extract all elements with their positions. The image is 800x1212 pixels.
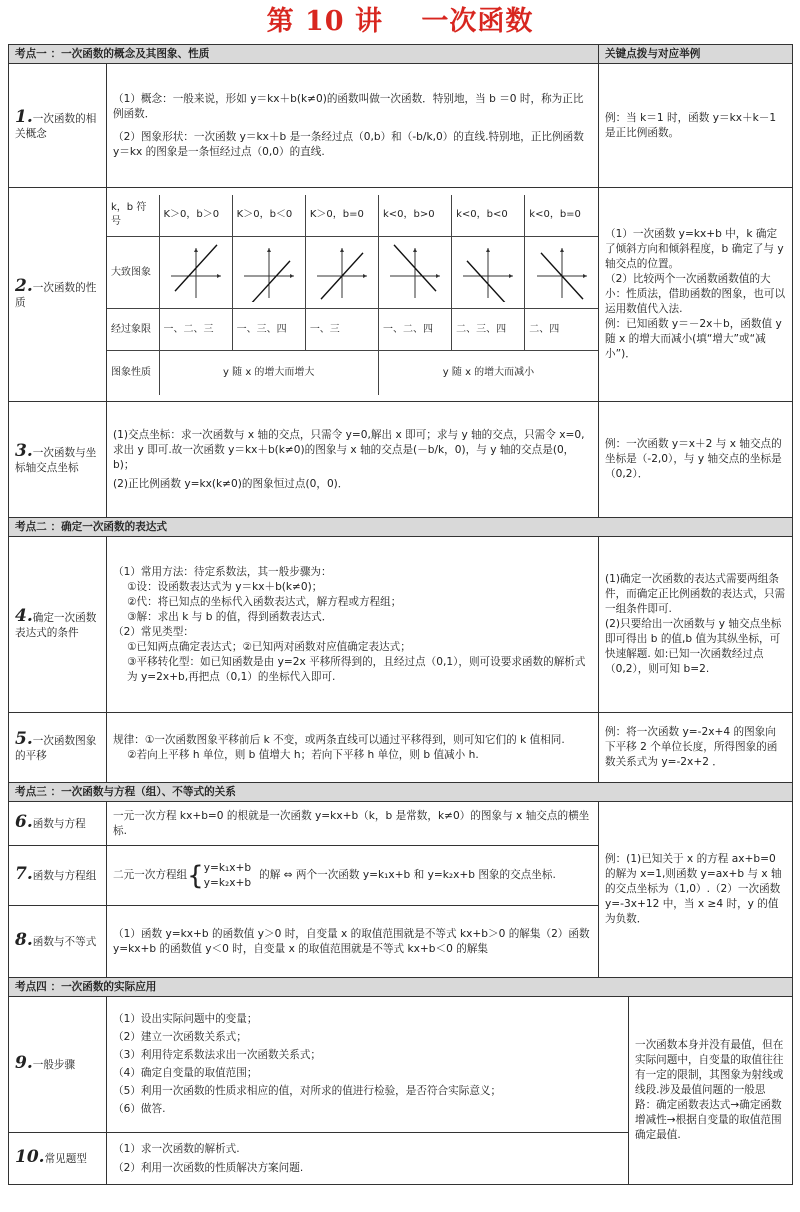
row-content-7 xyxy=(107,846,599,906)
text-line: （3）利用待定系数法求出一次函数关系式； xyxy=(113,1049,322,1061)
y-axis-arrow-icon xyxy=(560,248,564,252)
graph-cell xyxy=(378,237,451,309)
sign-cell: k<0，b=0 xyxy=(525,195,598,237)
row-label-6: 6.函数与方程 xyxy=(9,802,107,846)
row-label-3: 3.一次函数与坐标轴交点坐标 xyxy=(9,402,107,518)
sign-cell: K＞0，b＜0 xyxy=(232,195,305,237)
quad-cell: 二、四 xyxy=(525,309,598,351)
text-line: ②代：将已知点的坐标代入函数表达式，解方程或方程组； xyxy=(127,595,402,608)
row-content-5 xyxy=(107,713,599,783)
sign-cell: K＞0，b＞0 xyxy=(159,195,232,237)
graph-inc-zero xyxy=(313,244,371,302)
y-axis-arrow-icon xyxy=(267,248,271,252)
graph-cell xyxy=(232,237,305,309)
quad-label: 经过象限 xyxy=(107,309,159,351)
text-line: (2)正比例函数 y=kx(k≠0)的图象恒过点(0，0)． xyxy=(113,477,349,490)
row-label-7: 7.函数与方程组 xyxy=(9,846,107,906)
quad-cell: 一、二、四 xyxy=(378,309,451,351)
section-header-4: 考点四 ：一次函数的实际应用 xyxy=(9,978,793,997)
quad-cell: 一、二、三 xyxy=(159,309,232,351)
quad-cell: 一、三、四 xyxy=(232,309,305,351)
row-content-1 xyxy=(107,64,599,188)
side-note-1: 例：当 k＝1 时，函数 y＝kx＋k－1 是正比例函数。 xyxy=(599,64,793,188)
row-label-4: 4.确定一次函数表达式的条件 xyxy=(9,537,107,713)
side-note-4: (1)确定一次函数的表达式需要两组条件，而确定正比例函数的表达式，只需一组条件即可. (2)只要给出一次函数与 y 轴交点坐标即可得出 b 的值,b 值为其纵坐标，可快速解题. 如:已知一次函数经过点（0,2），则可知 b=2. xyxy=(599,537,793,713)
equation-system: y=k₁x+b y=k₂x+b xyxy=(203,861,252,889)
x-axis-arrow-icon xyxy=(363,274,367,278)
graph-dec-neg xyxy=(459,244,517,302)
row-content-4 xyxy=(107,537,599,713)
side-note-678: 例：(1)已知关于 x 的方程 ax+b=0 的解为 x=1,则函数 y=ax+b 与 x 轴的交点坐标为（1,0）.（2）一次函数 y=-3x+12 中，当 x ≥4 时，y 的值为负数． xyxy=(599,802,793,978)
text-line: 规律：①一次函数图象平移前后 k 不变，或两条直线可以通过平移得到，则可知它们的 k 值相同. xyxy=(113,733,565,746)
graph-label: 大致图象 xyxy=(107,237,159,309)
x-axis-arrow-icon xyxy=(509,274,513,278)
text-line: （5）利用一次函数的性质求相应的值，对所求的值进行检验，是否符合实际意义； xyxy=(113,1085,502,1097)
x-axis-arrow-icon xyxy=(217,274,221,278)
prop-decrease: y 随 x 的增大而减小 xyxy=(378,351,598,395)
text-line: （1）概念：一般来说，形如 y＝kx＋b(k≠0)的函数叫做一次函数．特别地，当 b ＝0 时，称为正比例函数． xyxy=(113,92,584,120)
row-label-1: 1.一次函数的相关概念 xyxy=(9,64,107,188)
graph-dec-pos xyxy=(386,244,444,302)
text-line: （4）确定自变量的取值范围； xyxy=(113,1067,258,1079)
system-pre: 二元一次方程组 xyxy=(113,869,188,881)
text-line: (1)交点坐标：求一次函数与 x 轴的交点，只需令 y=0,解出 x 即可；求与 y 轴的交点，只需令 x=0,求出 y 即可.故一次函数 y＝kx＋b(k≠0)的图象与 x 轴的交点是(－b/k，0)，与 y 轴的交点是(0，b)； xyxy=(113,428,585,471)
text-line: （2）图象形状：一次函数 y＝kx＋b 是一条经过点（0,b）和（-b/k,0）的直线.特别地，正比例函数 y＝kx 的图象是一条恒经过点（0,0）的直线. xyxy=(113,130,584,158)
row-content-6: 一元一次方程 kx+b=0 的根就是一次函数 y=kx+b（k，b 是常数，k≠0）的图象与 x 轴交点的横坐标. xyxy=(107,802,599,846)
brace-icon: { xyxy=(187,860,204,891)
page-title: 第 10 讲 一次函数 xyxy=(266,6,534,37)
prop-increase: y 随 x 的增大而增大 xyxy=(159,351,378,395)
text-line: ①设：设函数表达式为 y＝kx＋b(k≠0)； xyxy=(127,580,323,593)
summary-table xyxy=(8,44,793,1185)
text-line: （1）求一次函数的解析式. xyxy=(113,1142,240,1155)
text-line: ②若向上平移 h 单位，则 b 值增大 h；若向下平移 h 单位，则 b 值减小 h. xyxy=(127,748,479,761)
x-axis-arrow-icon xyxy=(583,274,587,278)
row-content-8: （1）函数 y=kx+b 的函数值 y＞0 时，自变量 x 的取值范围就是不等式 kx+b＞0 的解集（2）函数 y=kx+b 的函数值 y＜0 时，自变量 x 的取值范围就是不等式 kx+b＜0 的解集 xyxy=(107,906,599,978)
graph-inc-neg xyxy=(240,244,298,302)
text-line: （2）利用一次函数的性质解决方案问题. xyxy=(113,1161,304,1174)
graph-cell xyxy=(525,237,598,309)
graph-cell xyxy=(305,237,378,309)
text-line: ③解：求出 k 与 b 的值，得到函数表达式． xyxy=(127,610,333,623)
text-line: ①已知两点确定表达式；②已知两对函数对应值确定表达式； xyxy=(127,640,411,653)
graph-cell xyxy=(452,237,525,309)
side-note-2: （1）一次函数 y=kx+b 中，k 确定了倾斜方向和倾斜程度，b 确定了与 y 轴交点的位置。 （2）比较两个一次函数函数值的大小：性质法，借助函数的图象，也可以运用数值代入法. 例：已知函数 y＝－2x＋b，函数值 y 随 x 的增大而减小(填“增大”或“减小”)． xyxy=(599,188,793,402)
prop-label: 图象性质 xyxy=(107,351,159,395)
kb-label: k，b 符号 xyxy=(107,195,159,237)
sign-cell: k<0，b<0 xyxy=(452,195,525,237)
section-header-2: 考点二 ：确定一次函数的表达式 xyxy=(9,518,793,537)
y-axis-arrow-icon xyxy=(194,248,198,252)
graph-inc-pos xyxy=(167,244,225,302)
row-label-9: 9.一般步骤 xyxy=(9,997,107,1133)
text-line: （1）设出实际问题中的变量； xyxy=(113,1013,258,1025)
side-note-910: 一次函数本身并没有最值，但在实际问题中，自变量的取值往往有一定的限制，其图象为射线或线段.涉及最值问题的一般思路：确定函数表达式→确定函数增减性→根据自变量的取值范围确定最值. xyxy=(629,997,793,1185)
graph-cell xyxy=(159,237,232,309)
quad-cell: 一、三 xyxy=(305,309,378,351)
x-axis-arrow-icon xyxy=(290,274,294,278)
sign-cell: K＞0，b=0 xyxy=(305,195,378,237)
row-content-10 xyxy=(107,1133,629,1185)
section-header-1: 考点一 ：一次函数的概念及其图象、性质 xyxy=(9,45,599,64)
y-axis-arrow-icon xyxy=(486,248,490,252)
property-table xyxy=(107,195,598,395)
text-line: （1）常用方法：待定系数法，其一般步骤为： xyxy=(113,565,332,578)
text-line: （2）建立一次函数关系式； xyxy=(113,1031,247,1043)
text-line: ③平移转化型：如已知函数是由 y=2x 平移所得到的，且经过点（0,1），则可设要求函数的解析式为 y=2x+b,再把点（0,1）的坐标代入即可. xyxy=(127,655,586,683)
side-note-5: 例：将一次函数 y=-2x+4 的图象向下平移 2 个单位长度，所得图象的函数关系式为 y=-2x+2 ． xyxy=(599,713,793,783)
quad-cell: 二、三、四 xyxy=(452,309,525,351)
row-label-2: 2.一次函数的性质 xyxy=(9,188,107,402)
row-label-5: 5.一次函数图象的平移 xyxy=(9,713,107,783)
side-heading: 关键点拨与对应举例 xyxy=(599,45,793,64)
y-axis-arrow-icon xyxy=(340,248,344,252)
x-axis-arrow-icon xyxy=(436,274,440,278)
y-axis-arrow-icon xyxy=(413,248,417,252)
text-line: （2）常见类型： xyxy=(113,625,194,638)
section-header-3: 考点三 ：一次函数与方程（组）、不等式的关系 xyxy=(9,783,793,802)
row-label-8: 8.函数与不等式 xyxy=(9,906,107,978)
side-note-3: 例：一次函数 y＝x＋2 与 x 轴交点的坐标是（-2,0），与 y 轴交点的坐标是（0,2）． xyxy=(599,402,793,518)
row-label-10: 10.常见题型 xyxy=(9,1133,107,1185)
graph-dec-zero xyxy=(533,244,591,302)
property-table-cell xyxy=(107,188,599,402)
sign-cell: k<0，b>0 xyxy=(378,195,451,237)
row-content-9 xyxy=(107,997,629,1133)
text-line: （6）做答. xyxy=(113,1103,166,1115)
row-content-3 xyxy=(107,402,599,518)
system-post: 的解 ⇔ 两个一次函数 y=k₁x+b 和 y=k₂x+b 图象的交点坐标. xyxy=(259,869,556,881)
